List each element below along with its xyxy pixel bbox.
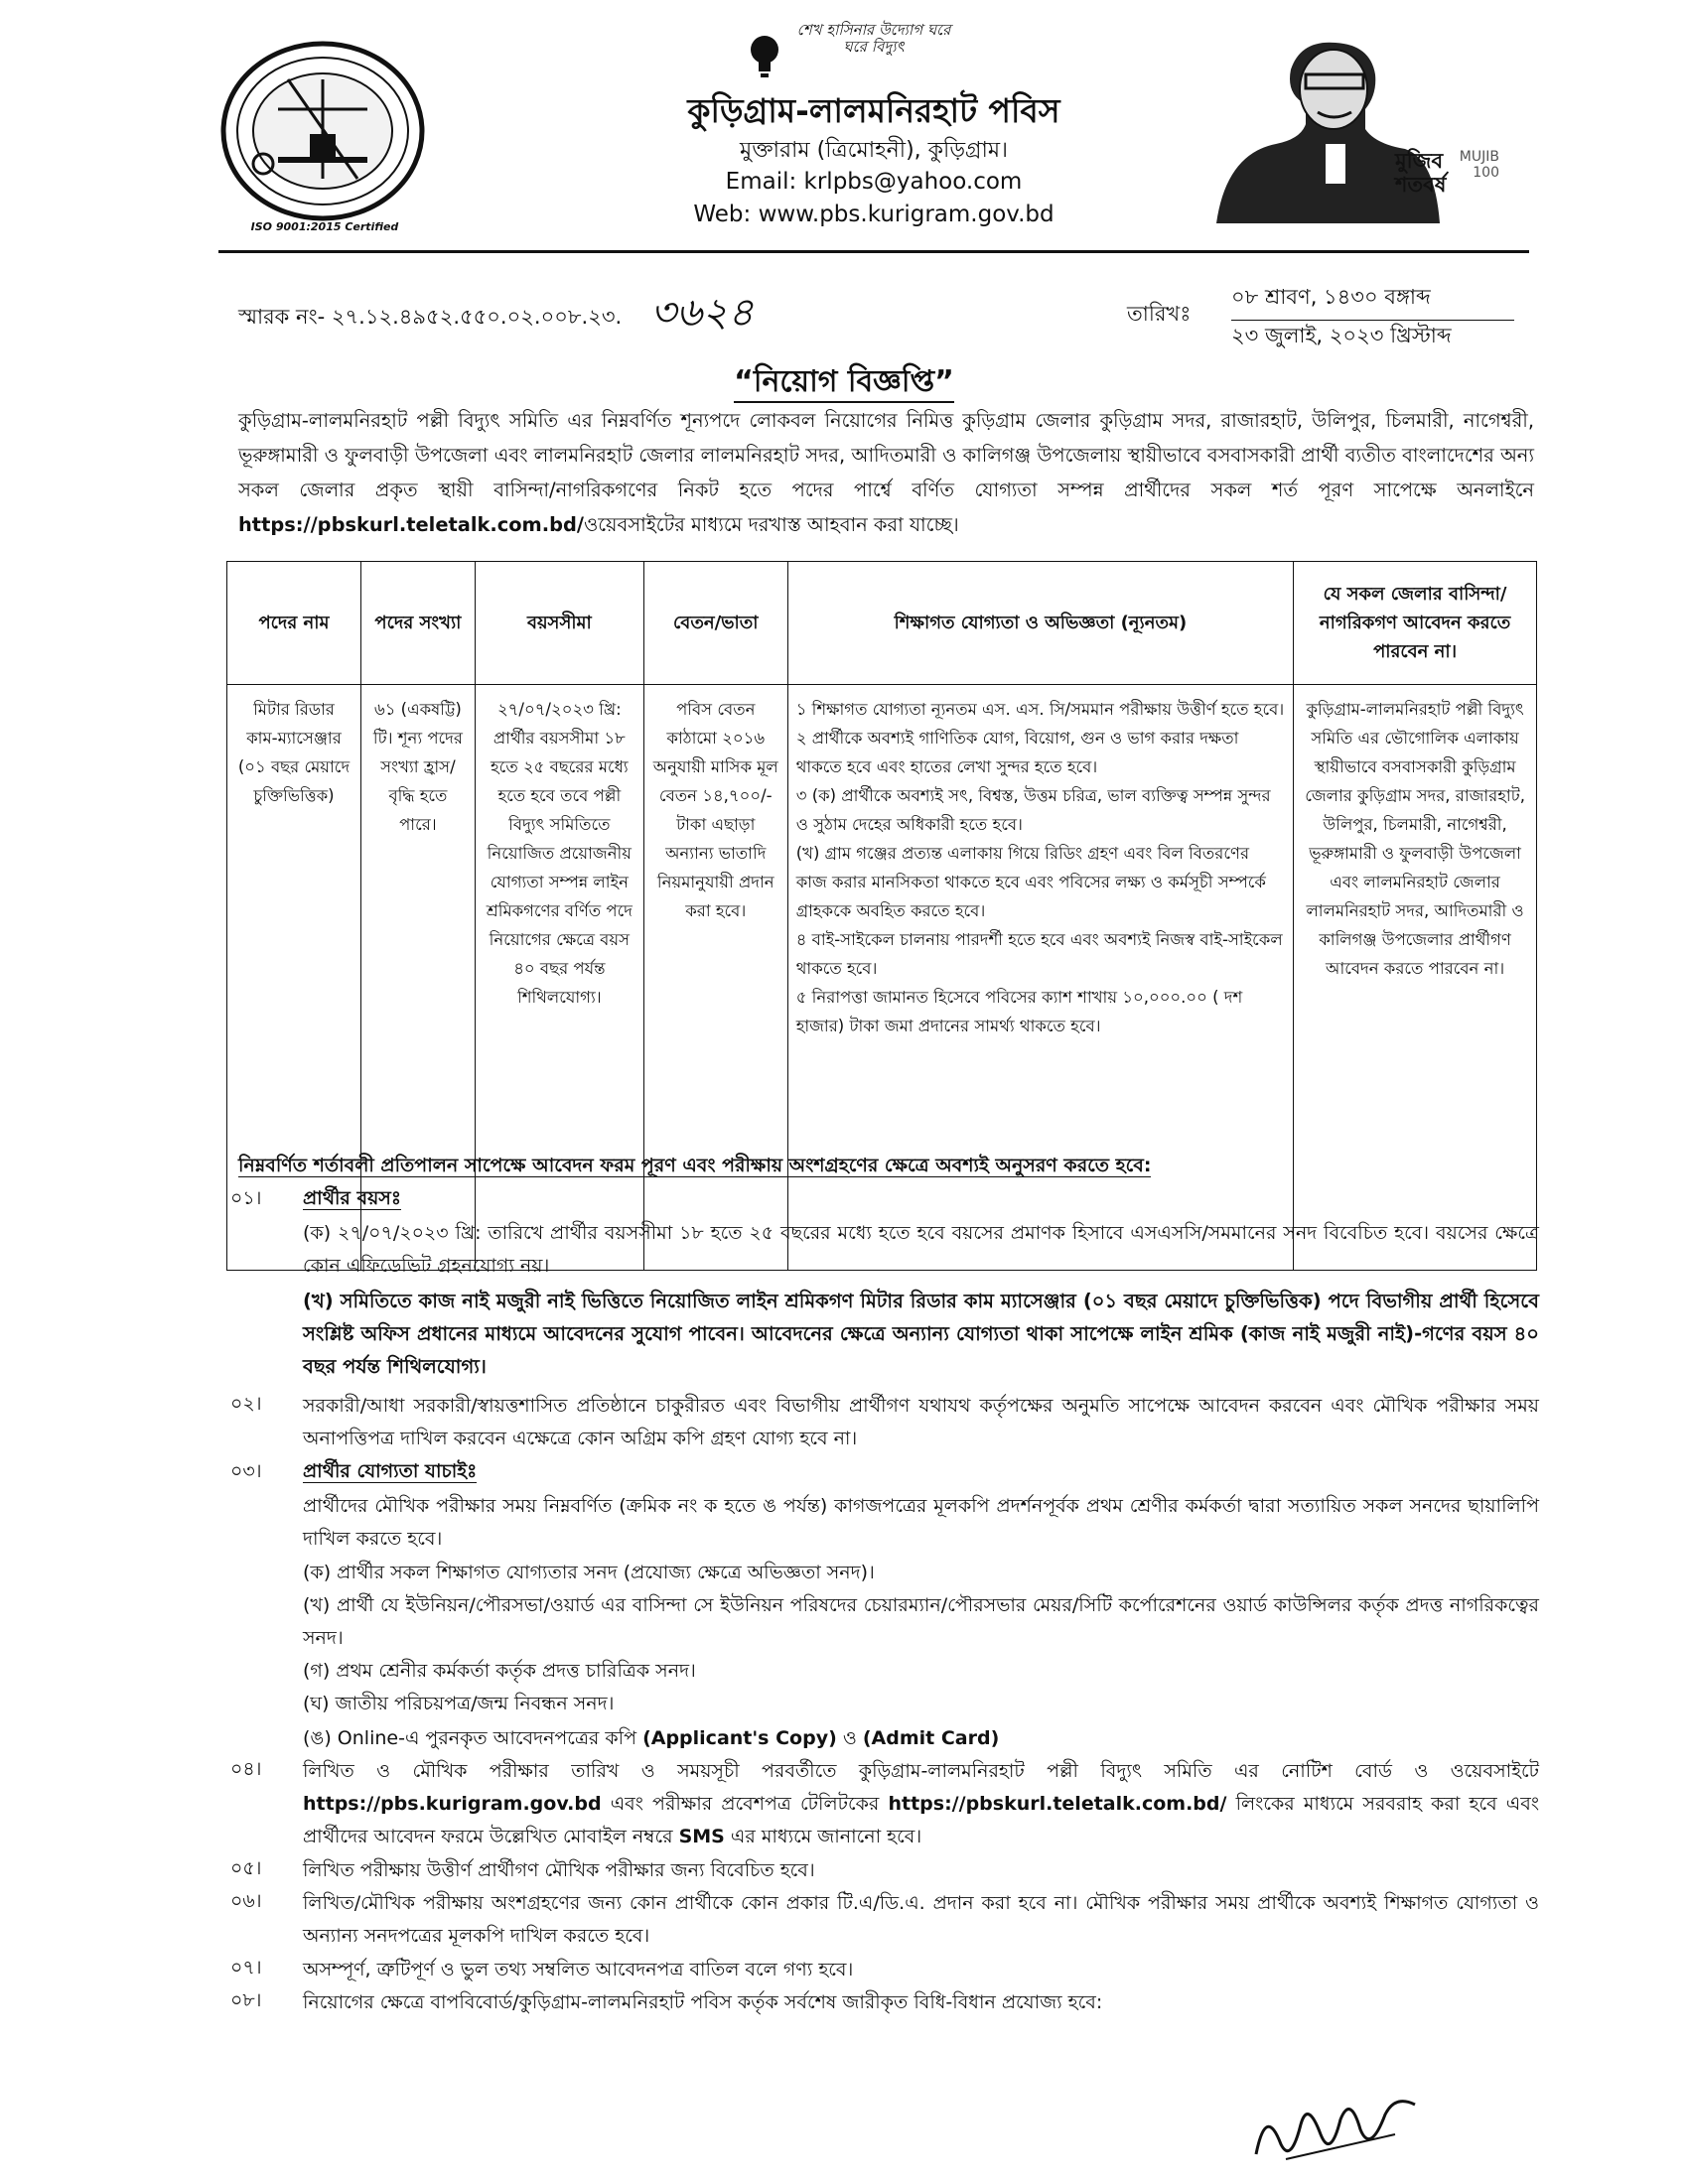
condition-number: ০১। (230, 1187, 262, 1209)
conditions-header: নিম্নবর্ণিত শর্তাবলী প্রতিপালন সাপেক্ষে আবেদন ফরম পূরণ এবং পরীক্ষায় অংশগ্রহণের ক্ষেত্রে অবশ্যই অনুসরণ করতে হবে: (238, 1155, 1152, 1176)
memo-reference: স্মারক নং- ২৭.১২.৪৯৫২.৫৫০.০২.০০৮.২৩. (238, 305, 623, 329)
qualification-item: ২ প্রার্থীকে অবশ্যই গাণিতিক যোগ, বিয়োগ, গুন ও ভাগ করার দক্ষতা থাকতে হবে এবং হাতের লেখা সুন্দর হতে হবে। (795, 729, 1239, 776)
notice-title: “নিয়োগ বিজ্ঞপ্তি” (0, 357, 1688, 408)
condition-verification-b: (খ) প্রার্থী যে ইউনিয়ন/পৌরসভা/ওয়ার্ড এর বাসিন্দা সে ইউনিয়ন পরিষদের চেয়ারম্যান/পৌরসভার মেয়র/সিটি কর্পোরেশনের ওয়ার্ড কাউন্সিলর কর্তৃক প্রদত্ত নাগরিকত্বের সনদ। (303, 1594, 1539, 1649)
condition-number: ০৭। (230, 1957, 262, 1979)
condition-number: ০৪। (230, 1758, 262, 1780)
teletalk-url: https://pbskurl.teletalk.com.bd/ (888, 1793, 1227, 1815)
qualification-item: ৩ (ক) প্রার্থীকে অবশ্যই সৎ, বিশ্বস্ত, উত্তম চরিত্র, ভাল ব্যক্তিত্ব সম্পন্ন সুন্দর ও সুঠাম দেহের অধিকারী হতে হবে। (795, 786, 1271, 834)
qualification-item: ৪ বাই-সাইকেল চালনায় পারদর্শী হতে হবে এবং অবশ্যই নিজস্ব বাই-সাইকেল থাকতে হবে। (795, 930, 1283, 978)
cell-excluded-districts: কুড়িগ্রাম-লালমনিরহাট পল্লী বিদ্যুৎ সমিতি এর ভৌগোলিক এলাকায় স্থায়ীভাবে বসবাসকারী কুড়িগ্রাম জেলার কুড়িগ্রাম সদর, রাজারহাট, উলিপুর, চিলমারী, নাগেশ্বরী, ভূরুঙ্গামারী ও ফুলবাড়ী উপজেলা এবং লালমনিরহাট জেলার লালমনিরহাট সদর, আদিতমারী ও কালিগঞ্জ উপজেলার প্রার্থীগণ আবেদন করতে পারবেন না। (1294, 685, 1537, 1271)
cell-age: ২৭/০৭/২০২৩ খ্রি: প্রার্থীর বয়সসীমা ১৮ হতে ২৫ বছরের মধ্যে হতে হবে তবে পল্লী বিদ্যুৎ সমিতিতে নিয়োজিত প্রয়োজনীয় যোগ্যতা সম্পন্ন লাইন শ্রমিকগণের বর্ণিত পদে নিয়োগের ক্ষেত্রে বয়স ৪০ বছর পর্যন্ত শিথিলযোগ্য। (475, 685, 643, 1271)
iso-certified-label: ISO 9001:2015 Certified (250, 220, 399, 233)
condition-verification-c: (গ) প্রথম শ্রেনীর কর্মকর্তা কর্তৃক প্রদত্ত চারিত্রিক সনদ। (303, 1660, 696, 1682)
condition-age-b: (খ) সমিতিতে কাজ নাই মজুরী নাই ভিত্তিতে নিয়োজিত লাইন শ্রমিকগণ মিটার রিডার কাম ম্যাসেঞ্জার (০১ বছর মেয়াদে চুক্তিভিত্তিক) পদে বিভাগীয় প্রার্থী হিসেবে সংশ্লিষ্ট অফিস প্রধানের মাধ্যমে আবেদনের সুযোগ পাবেন। আবেদনের ক্ষেত্রে অন্যান্য যোগ্যতা থাকা সাপেক্ষে লাইন শ্রমিক (কাজ নাই মজুরী নাই)-গণের বয়স ৪০ বছর পর্যন্ত শিথিলযোগ্য। (303, 1290, 1539, 1378)
memo-handwritten-number: ৩৬২৪ (650, 290, 754, 336)
condition-number: ০৩। (230, 1460, 262, 1482)
pbs-logo (218, 40, 427, 228)
condition-exam-schedule: লিখিত ও মৌখিক পরীক্ষার তারিখ ও সময়সূচী পরবর্তীতে কুড়িগ্রাম-লালমনিরহাট পল্লী বিদ্যুৎ সমিতি এর নোটিশ বোর্ড ও ওয়েবসাইটে https://pbs.kurigram.gov.bd এবং পরীক্ষার প্রবেশপত্র টেলিটকের https://pbskurl.teletalk.com.bd/ লিংকের মাধ্যমে সরবরাহ করা হবে এবং প্রার্থীদের আবেদন ফরমে উল্লেখিত মোবাইল নম্বরে SMS এর মাধ্যমে জানানো হবে। (303, 1760, 1539, 1847)
col-header-salary: বেতন/ভাতা (643, 562, 787, 685)
col-header-age: বয়সসীমা (475, 562, 643, 685)
condition-incomplete-rejected: অসম্পূর্ণ, ত্রুটিপূর্ণ ও ভুল তথ্য সম্বলিত আবেদনপত্র বাতিল বলে গণ্য হবে। (303, 1959, 854, 1980)
condition-age-a: (ক) ২৭/০৭/২০২৩ খ্রি: তারিখে প্রার্থীর বয়সসীমা ১৮ হতে ২৫ বছরের মধ্যে হতে হবে বয়সের প্রমাণক হিসাবে এসএসসি/সমমানের সনদ বিবেচিত হবে। বয়সের ক্ষেত্রে কোন এফিডেভিট গ্রহনযোগ্য নয়। (303, 1222, 1539, 1277)
application-url: https://pbskurl.teletalk.com.bd/ (238, 513, 584, 536)
intro-text-end: ওয়েবসাইটের মাধ্যমে দরখাস্ত আহবান করা যাচ্ছে। (583, 513, 959, 536)
mujib-portrait-image (1206, 35, 1494, 228)
organization-website: Web: www.pbs.kurigram.gov.bd (693, 202, 1055, 227)
condition-verification-a: (ক) প্রার্থীর সকল শিক্ষাগত যোগ্যতার সনদ (প্রযোজ্য ক্ষেত্রে অভিজ্ঞতা সনদ)। (303, 1562, 875, 1583)
mujib-badge: মুজিব শতবর্ষ (1395, 149, 1447, 197)
organization-name: কুড়িগ্রাম-লালমনিরহাট পবিস (687, 91, 1060, 130)
condition-title-age: প্রার্থীর বয়সঃ (303, 1187, 401, 1209)
qualification-item: ৫ নিরাপত্তা জামানত হিসেবে পবিসের ক্যাশ শাখায় ১০,০০০.০০ ( দশ হাজার) টাকা জমা প্রদানের সামর্থ্য থাকতে হবে। (795, 988, 1243, 1035)
intro-text: কুড়িগ্রাম-লালমনিরহাট পল্লী বিদ্যুৎ সমিতি এর নিম্নবর্ণিত শূন্যপদে লোকবল নিয়োগের নিমিত্ত কুড়িগ্রাম জেলার কুড়িগ্রাম সদর, রাজারহাট, উলিপুর, চিলমারী, নাগেশ্বরী, ভূরুঙ্গামারী ও ফুলবাড়ী উপজেলা এবং লালমনিরহাট জেলার লালমনিরহাট সদর, আদিতমারী ও কালিগঞ্জ উপজেলায় স্থায়ীভাবে বসবাসকারী প্রার্থী ব্যতীত বাংলাদেশের অন্য সকল জেলার প্রকৃত স্থায়ী বাসিন্দা/নাগরিকগণের নিকট হতে পদের পার্শ্বে বর্ণিত যোগ্যতা সম্পন্ন প্রার্থীদের সকল শর্ত পূরণ সাপেক্ষে অনলাইনে (238, 409, 1534, 501)
qualification-item: ১ শিক্ষাগত যোগ্যতা ন্যূনতম এস. এস. সি/সমমান পরীক্ষায় উত্তীর্ণ হতে হবে। (795, 700, 1285, 719)
intro-paragraph (238, 403, 1534, 542)
condition-viva-eligibility: লিখিত পরীক্ষায় উত্তীর্ণ প্রার্থীগণ মৌখিক পরীক্ষার জন্য বিবেচিত হবে। (303, 1859, 815, 1881)
condition-number: ০২। (230, 1393, 262, 1415)
condition-number: ০৫। (230, 1857, 262, 1879)
date-label: তারিখঃ (1127, 302, 1192, 326)
col-header-count: পদের সংখ্যা (360, 562, 475, 685)
date-bangla: ০৮ শ্রাবণ, ১৪৩০ বঙ্গাব্দ (1231, 281, 1514, 321)
col-header-post: পদের নাম (227, 562, 361, 685)
date-gregorian: ২৩ জুলাই, ২০২৩ খ্রিস্টাব্দ (1231, 324, 1452, 347)
cell-count: ৬১ (একষট্টি) টি। শূন্য পদের সংখ্যা হ্রাস/বৃদ্ধি হতে পারে। (360, 685, 475, 1271)
cell-post: মিটার রিডার কাম-ম্যাসেঞ্জার (০১ বছর মেয়াদে চুক্তিভিত্তিক) (227, 685, 361, 1271)
condition-title-verification: প্রার্থীর যোগ্যতা যাচাইঃ (303, 1460, 478, 1482)
col-header-qualification: শিক্ষাগত যোগ্যতা ও অভিজ্ঞতা (ন্যূনতম) (787, 562, 1293, 685)
condition-verification-d: (ঘ) জাতীয় পরিচয়পত্র/জন্ম নিবন্ধন সনদ। (303, 1693, 615, 1714)
cell-salary: পবিস বেতন কাঠামো ২০১৬ অনুযায়ী মাসিক মূল বেতন ১৪,৭০০/- টাকা এছাড়া অন্যান্য ভাতাদি নিয়মানুযায়ী প্রদান করা হবে। (643, 685, 787, 1271)
condition-employed-candidates: সরকারী/আধা সরকারী/স্বায়ত্তশাসিত প্রতিষ্ঠানে চাকুরীরত এবং বিভাগীয় প্রার্থীগণ যথাযথ কর্তৃপক্ষের অনুমতি সাপেক্ষে আবেদন করবেন এবং মৌখিক পরীক্ষার সময় অনাপত্তিপত্র দাখিল করবেন এক্ষেত্রে কোন অগ্রিম কপি গ্রহণ যোগ্য হবে না। (303, 1395, 1539, 1449)
condition-verification-e: (ঙ) Online-এ পুরনকৃত আবেদনপত্রের কপি (Applicant's Copy) ও (Admit Card) (303, 1727, 1000, 1749)
condition-number: ০৮। (230, 1989, 262, 2011)
qualification-item: (খ) গ্রাম গঞ্জের প্রত্যন্ত এলাকায় গিয়ে রিডিং গ্রহণ এবং বিল বিতরণের কাজ করার মানসিকতা থাকতে হবে এবং পবিসের লক্ষ্য ও কর্মসূচী সম্পর্কে গ্রাহককে অবহিত করতে হবে। (795, 844, 1266, 920)
condition-number: ০৬। (230, 1890, 262, 1912)
header-divider (218, 250, 1529, 253)
website-url: https://pbs.kurigram.gov.bd (303, 1793, 602, 1815)
handwritten-signature (1246, 2075, 1425, 2164)
col-header-excluded-districts: যে সকল জেলার বাসিন্দা/ নাগরিকগণ আবেদন করতে পারবেন না। (1294, 562, 1537, 685)
condition-no-ta-da: লিখিত/মৌখিক পরীক্ষায় অংশগ্রহণের জন্য কোন প্রার্থীকে কোন প্রকার টি.এ/ডি.এ. প্রদান করা হবে না। মৌখিক পরীক্ষার সময় প্রার্থীকে অবশ্যই শিক্ষাগত যোগ্যতা ও অন্যান্য সনদপত্রের মূলকপি দাখিল করতে হবে। (303, 1892, 1539, 1947)
mujib-100-label: MUJIB 100 (1459, 149, 1499, 181)
table-header-row (227, 562, 1537, 685)
condition-rules-applicable: নিয়োগের ক্ষেত্রে বাপবিবোর্ড/কুড়িগ্রাম-লালমনিরহাট পবিস কর্তৃক সর্বশেষ জারীকৃত বিধি-বিধান প্রযোজ্য হবে: (303, 1991, 1103, 2013)
slogan: শেখ হাসিনার উদ্যোগ ঘরে ঘরে বিদ্যুৎ (796, 21, 951, 56)
condition-verification-intro: প্রার্থীদের মৌখিক পরীক্ষার সময় নিম্নবর্ণিত (ক্রমিক নং ক হতে ঙ পর্যন্ত) কাগজপত্রের মূলকপি প্রদর্শনপূর্বক প্রথম শ্রেণীর কর্মকর্তা দ্বারা সত্যায়িত সকল সনদের ছায়ালিপি দাখিল করতে হবে। (303, 1495, 1539, 1550)
organization-address: মুক্তারাম (ত্রিমোহনী), কুড়িগ্রাম। (739, 138, 1009, 163)
organization-email: Email: krlpbs@yahoo.com (725, 169, 1023, 195)
